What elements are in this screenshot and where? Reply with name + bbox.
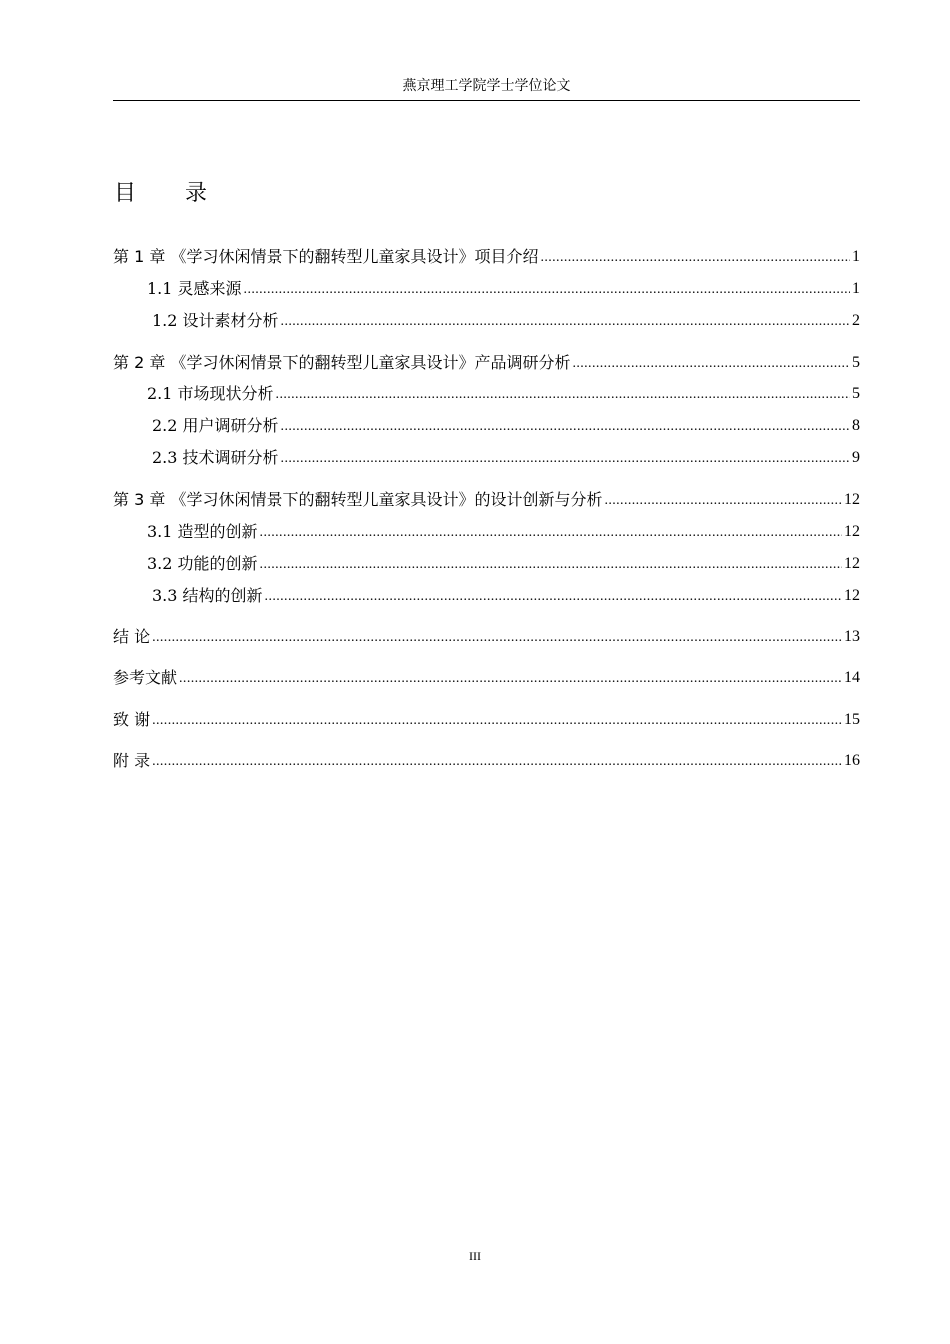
toc-entry-page: 14 [844,669,860,686]
toc-dot-leader [152,626,842,648]
toc-dot-leader [152,750,842,772]
toc-entry-page: 12 [844,587,860,604]
toc-dot-leader [260,521,842,543]
toc-entry-section-2-3[interactable] [152,447,860,469]
toc-entry-references[interactable] [113,667,860,689]
toc-entry-label: 2.2 用户调研分析 [152,416,279,435]
toc-dot-leader [179,667,842,689]
toc-dot-leader [260,553,842,575]
toc-entry-label: 第 1 章 《学习休闲情景下的翻转型儿童家具设计》项目介绍 [113,247,539,266]
toc-entry-page: 8 [852,417,860,434]
toc-entry-page: 1 [852,248,860,265]
toc-title-char-1: 目 [114,181,137,206]
toc-entry-label: 3.3 结构的创新 [152,586,263,605]
toc-entry-label: 2.1 市场现状分析 [147,384,274,403]
toc-title [114,179,207,209]
toc-entry-label: 3.2 功能的创新 [147,554,258,573]
toc-entry-section-3-1[interactable] [147,521,860,543]
toc-entry-appendix[interactable] [113,750,860,772]
toc-entry-section-1-2[interactable] [152,310,860,332]
toc-entry-page: 16 [844,752,860,769]
toc-entry-label: 2.3 技术调研分析 [152,448,279,467]
toc-entry-page: 5 [852,354,860,371]
toc-entry-label: 1.2 设计素材分析 [152,311,279,330]
toc-entry-chapter-3[interactable] [113,489,860,511]
toc-entry-page: 5 [852,385,860,402]
toc-entry-label: 参考文献 [113,668,178,687]
toc-dot-leader [281,447,850,469]
toc-entry-label: 3.1 造型的创新 [147,522,258,541]
toc-title-char-2: 录 [185,181,208,206]
toc-entry-section-3-2[interactable] [147,553,860,575]
toc-entry-page: 13 [844,628,860,645]
toc-entry-label: 致 谢 [113,710,151,729]
toc-entry-chapter-1[interactable] [113,246,860,268]
toc-entry-label: 结 论 [113,627,151,646]
running-header: 燕京理工学院学士学位论文 [402,78,571,94]
toc-entry-page: 12 [844,523,860,540]
toc-entry-conclusion[interactable] [113,626,860,648]
toc-entry-section-3-3[interactable] [152,585,860,607]
toc-dot-leader [604,489,842,511]
toc-entry-page: 1 [852,280,860,297]
toc-entry-label: 第 2 章 《学习休闲情景下的翻转型儿童家具设计》产品调研分析 [113,353,571,372]
toc-entry-page: 15 [844,711,860,728]
toc-entry-page: 9 [852,449,860,466]
toc-dot-leader [572,352,850,374]
toc-dot-leader [265,585,842,607]
toc-entry-label: 1.1 灵感来源 [147,279,242,298]
toc-entry-page: 12 [844,555,860,572]
toc-entry-section-2-1[interactable] [147,383,860,405]
toc-dot-leader [540,246,850,268]
toc-entry-page: 12 [844,491,860,508]
toc-entry-page: 2 [852,312,860,329]
toc-entry-acknowledgements[interactable] [113,709,860,731]
header-rule [113,100,860,101]
toc-entry-chapter-2[interactable] [113,352,860,374]
toc-entry-label: 附 录 [113,751,151,770]
toc-dot-leader [152,709,842,731]
toc-dot-leader [244,278,850,300]
toc-entry-section-1-1[interactable] [147,278,860,300]
toc-dot-leader [281,310,850,332]
page-number: III [469,1249,481,1263]
toc-entry-label: 第 3 章 《学习休闲情景下的翻转型儿童家具设计》的设计创新与分析 [113,490,603,509]
toc-dot-leader [281,415,850,437]
toc-dot-leader [276,383,850,405]
toc-entry-section-2-2[interactable] [152,415,860,437]
